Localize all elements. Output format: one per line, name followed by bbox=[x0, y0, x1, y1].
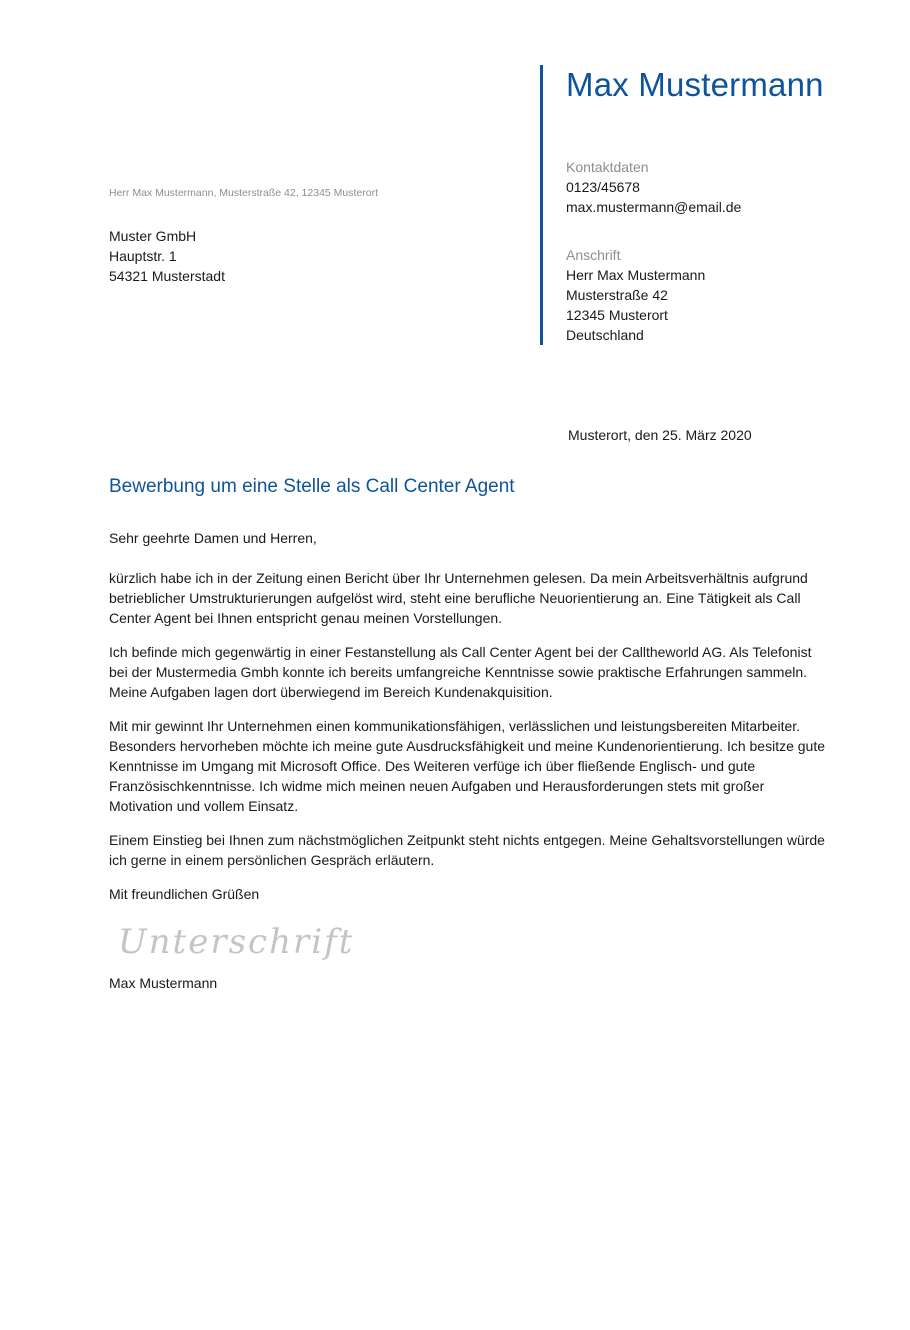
applicant-name-heading: Max Mustermann bbox=[566, 66, 824, 103]
recipient-line: Hauptstr. 1 bbox=[109, 248, 177, 264]
phone-number: 0123/45678 bbox=[566, 179, 640, 195]
signature-placeholder: Unterschrift bbox=[118, 922, 355, 962]
contact-block bbox=[566, 157, 741, 217]
body-paragraph: kürzlich habe ich in der Zeitung einen Bericht über Ihr Unternehmen gelesen. Da mein Arbeitsverhältnis aufgrund betrieblicher Umstrukturierungen aufgelöst wird, steht eine berufliche Neuorientierung an. Eine Tätigkeit als Call Center Agent bei Ihnen entspricht genau meinen Vorstellungen. bbox=[109, 570, 808, 626]
subject-line: Bewerbung um eine Stelle als Call Center Agent bbox=[109, 476, 515, 497]
recipient-line: 54321 Musterstadt bbox=[109, 268, 225, 284]
signer-name: Max Mustermann bbox=[109, 975, 218, 991]
salutation: Sehr geehrte Damen und Herren, bbox=[109, 530, 317, 546]
recipient-line: Muster GmbH bbox=[109, 228, 197, 244]
date-line: Musterort, den 25. März 2020 bbox=[568, 427, 752, 443]
letter-body bbox=[109, 528, 829, 904]
contact-label: Kontaktdaten bbox=[566, 159, 649, 175]
header-accent-bar bbox=[540, 65, 543, 345]
address-line: Herr Max Mustermann bbox=[566, 267, 706, 283]
body-paragraph: Ich befinde mich gegenwärtig in einer Festanstellung als Call Center Agent bei der Calltheworld AG. Als Telefonist bei der Mustermedia Gmbh konnte ich bereits umfangreiche Kenntnisse sowie praktische Erfahrungen sammeln. Meine Aufgaben lagen dort überwiegend im Bereich Kundenakquisition. bbox=[109, 644, 812, 700]
address-line: 12345 Musterort bbox=[566, 307, 668, 323]
body-paragraph: Mit mir gewinnt Ihr Unternehmen einen kommunikationsfähigen, verlässlichen und leistungsbereiten Mitarbeiter. Besonders hervorheben möchte ich meine gute Ausdrucksfähigkeit und meine Kundenorientierung. Ich besitze gute Kenntnisse im Umgang mit Microsoft Office. Des Weiteren verfüge ich über fließende Englisch- und gute Französischkenntnisse. Ich widme mich meinen neuen Aufgaben und Herausforderungen stets mit großer Motivation und vollem Einsatz. bbox=[109, 718, 826, 814]
recipient-address bbox=[109, 226, 225, 286]
address-label: Anschrift bbox=[566, 247, 621, 263]
sender-return-line: Herr Max Mustermann, Musterstraße 42, 12345 Musterort bbox=[109, 187, 379, 199]
address-line: Deutschland bbox=[566, 327, 644, 343]
address-line: Musterstraße 42 bbox=[566, 287, 668, 303]
body-paragraph: Einem Einstieg bei Ihnen zum nächstmöglichen Zeitpunkt steht nichts entgegen. Meine Gehaltsvorstellungen würde ich gerne in einem persönlichen Gespräch erläutern. bbox=[109, 832, 825, 868]
address-block bbox=[566, 245, 705, 345]
closing-phrase: Mit freundlichen Grüßen bbox=[109, 886, 260, 902]
email-address: max.mustermann@email.de bbox=[566, 199, 742, 215]
